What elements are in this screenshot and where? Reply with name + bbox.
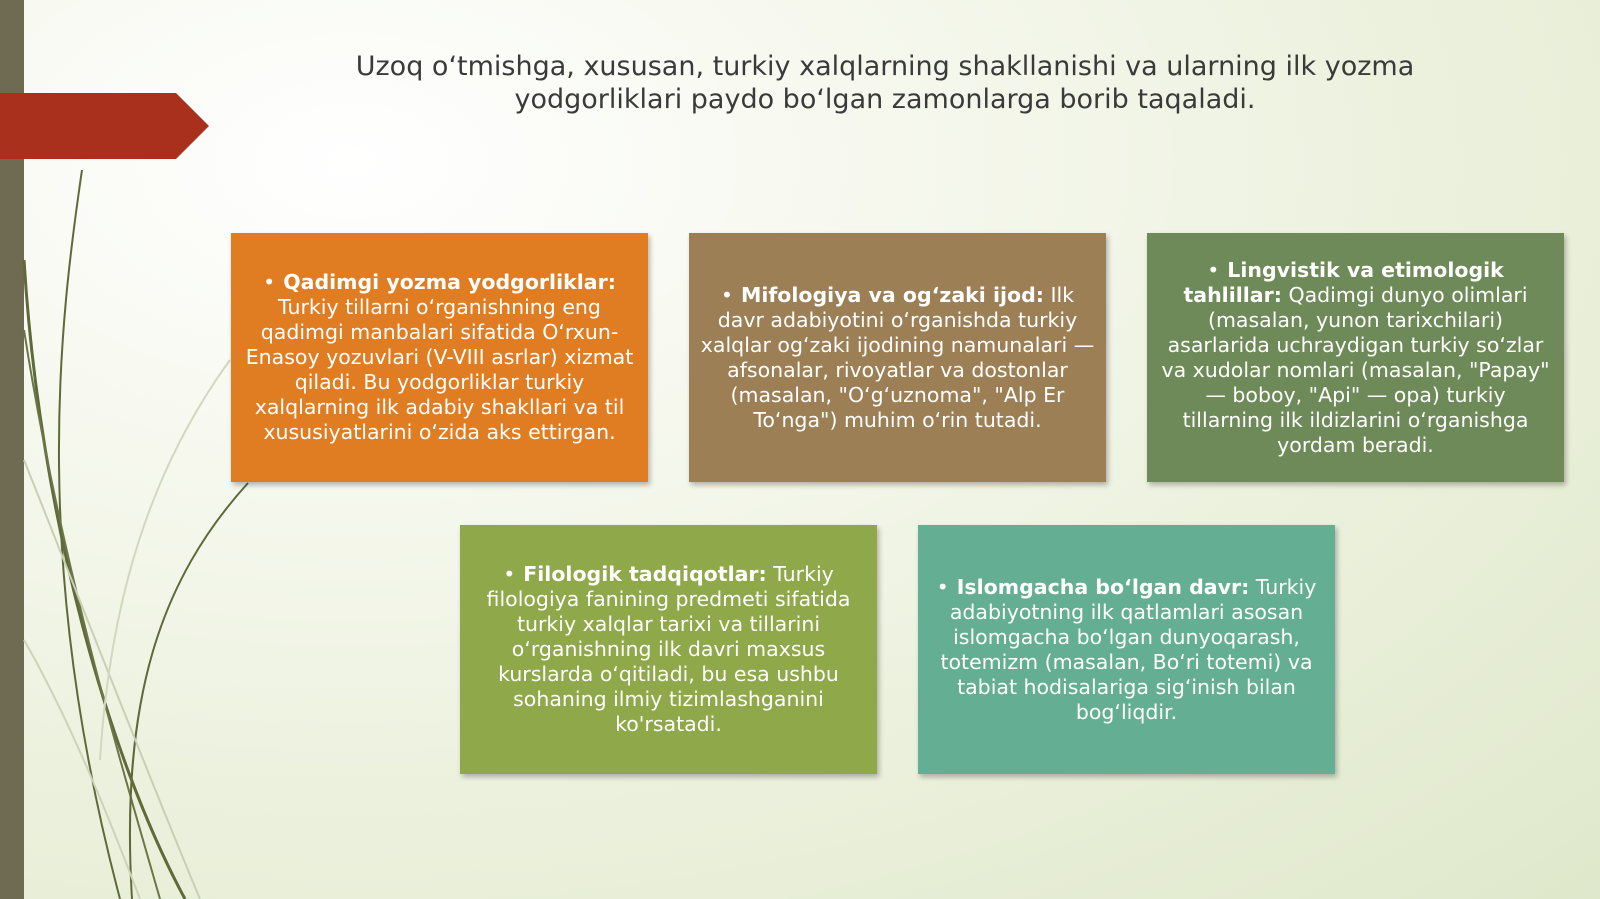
bullet-icon: • <box>936 574 949 599</box>
bullet-icon: • <box>1207 257 1220 282</box>
card-text <box>1157 258 1554 458</box>
card-philological-research <box>460 525 877 774</box>
card-body: Turkiy adabiyotning ilk qatlamlari asosan islomgacha bo‘lgan dunyoqarash, totemizm (masalan, Bo‘ri totemi) va tabiat hodisalariga sig‘inish bilan bog‘liqdir. <box>940 574 1317 724</box>
card-pre-islamic-period <box>918 525 1335 774</box>
card-text <box>699 283 1096 433</box>
slide-title: Uzoq o‘tmishga, xususan, turkiy xalqlarning shakllanishi va ularning ilk yozma yodgorliklari paydo bo‘lgan zamonlarga borib taqaladi. <box>355 51 1415 115</box>
card-text <box>470 562 867 737</box>
card-body: Qadimgi dunyo olimlari (masalan, yunon tarixchilari) asarlarida uchraydigan turkiy so‘zlar va xudolar nomlari (masalan, "Papay" — boboy, "Api" — opa) turkiy tillarning ilk ildizlarini o‘rganishga yordam beradi. <box>1161 282 1550 457</box>
card-mythology-oral-creativity <box>689 233 1106 482</box>
bullet-icon: • <box>720 282 733 307</box>
card-linguistic-etymological-analysis <box>1147 233 1564 482</box>
card-body: Turkiy tillarni o‘rganishning eng qadimgi manbalari sifatida O‘rxun-Enasoy yozuvlari (V-VIII asrlar) xizmat qiladi. Bu yodgorliklar turkiy xalqlarning ilk adabiy shakllari va til xususiyatlarini o‘zida aks ettirgan. <box>245 295 634 444</box>
card-text <box>241 270 638 445</box>
bullet-icon: • <box>263 270 276 294</box>
card-heading: Lingvistik va etimologik tahlillar: <box>1183 257 1504 307</box>
bullet-icon: • <box>503 562 516 586</box>
card-ancient-written-monuments <box>231 233 648 482</box>
arrow-tag-shape <box>0 93 209 159</box>
card-heading: Islomgacha bo‘lgan davr: <box>956 574 1250 599</box>
card-heading: Filologik tadqiqotlar: <box>523 562 767 586</box>
card-heading: Mifologiya va og‘zaki ijod: <box>740 282 1044 307</box>
card-heading: Qadimgi yozma yodgorliklar: <box>283 270 616 294</box>
card-text <box>928 575 1325 725</box>
card-body: Turkiy filologiya fanining predmeti sifatida turkiy xalqlar tarixi va tillarini o‘rganishning ilk davri maxsus kurslarda o‘qitiladi, bu esa ushbu sohaning ilmiy tizimlashganini ko'rsatadi. <box>486 562 851 736</box>
card-body: Ilk davr adabiyotini o‘rganishda turkiy xalqlar og‘zaki ijodining namunalari — afsonalar, rivoyatlar va dostonlar (masalan, "O‘g‘uznoma", "Alp Er To‘nga") muhim o‘rin tutadi. <box>700 282 1095 432</box>
